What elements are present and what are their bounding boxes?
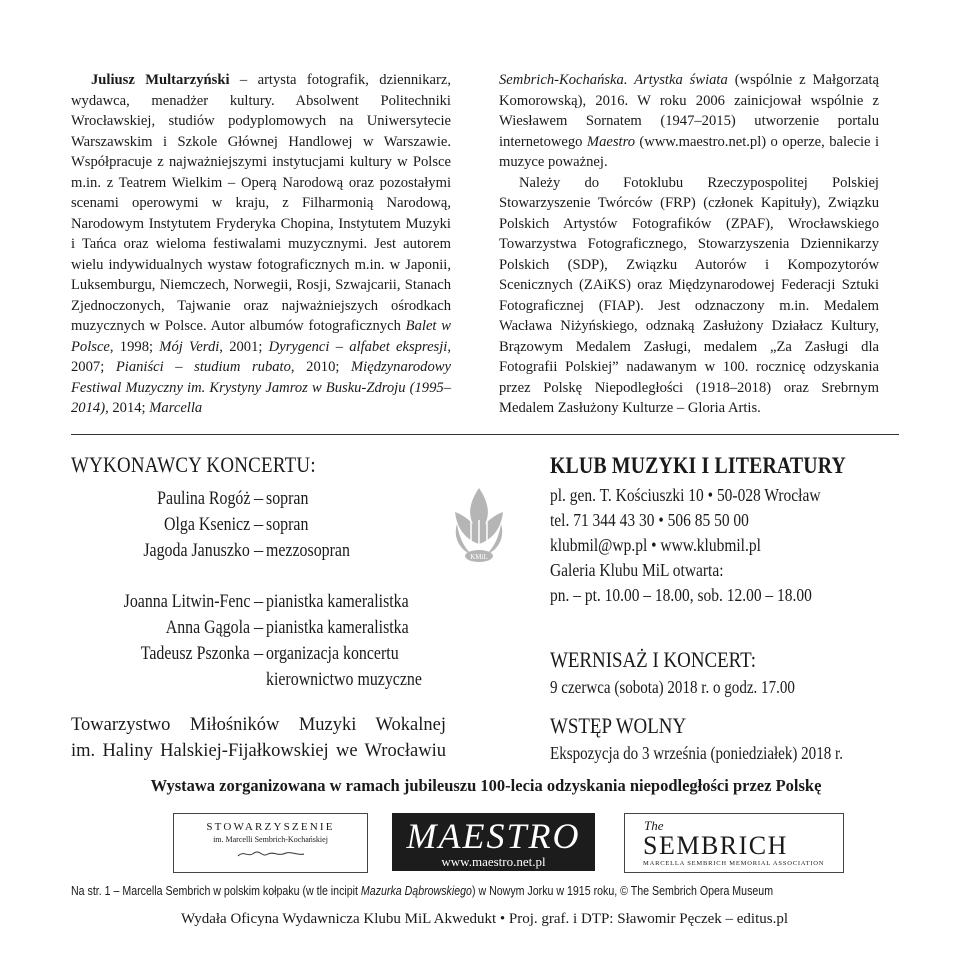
club-info bbox=[550, 453, 900, 608]
performer-dash: – bbox=[254, 618, 264, 638]
anniversary-banner: Wystawa zorganizowana w ramach jubileuszu 100-lecia odzyskania niepodległości przez Polskę bbox=[150, 776, 822, 795]
performer-dash: – bbox=[254, 592, 264, 612]
performer-role-extra: kierownictwo muzyczne bbox=[266, 670, 422, 690]
performer-name: Jagoda Januszko bbox=[143, 541, 250, 561]
bio-text-right-p2: Należy do Fotoklubu Rzeczypospolitej Polskiej Stowarzyszenie Twórców (FRP) (członek Kapituły), Związku Polskich Artystów Fotografików (ZPAF), Wrocławskiego Towarzystwa Fotograficznego, Stowarzyszenia Dziennikarzy Polskich (SDP), Związku Autorów i Kompozytorów Scenicznych (ZAiKS) oraz Międzynarodowej Federacji Sztuki Fotograficznej (FIAP). Jest odznaczony m.in. Medalem Wacława Niżyńskiego, odznaką Zasłużony Działacz Kultury, Brązowym Medalem Zasługi, medalem „Za Zasługi dla Fotografii Polskiej” nadawanym w 100. rocznicę odzyskania przez Polskę Niepodległości (1918–2018) oraz Srebrnym Medalem Zasłużony Kulturze – Gloria Artis. bbox=[499, 174, 879, 416]
performer-role: mezzosopran bbox=[266, 541, 350, 561]
performer-row bbox=[0, 489, 450, 515]
performer-role: pianistka kameralistka bbox=[266, 592, 409, 612]
free-entry: WSTĘP WOLNY bbox=[550, 713, 687, 738]
gallery-hours: pn. – pt. 10.00 – 18.00, sob. 12.00 – 18.00 bbox=[550, 585, 812, 605]
club-address: pl. gen. T. Kościuszki 10 • 50-028 Wrocław bbox=[550, 485, 821, 505]
performer-row bbox=[0, 592, 450, 618]
performer-dash: – bbox=[254, 515, 264, 535]
sembrich-logo: The SEMBRICH MARCELLA SEMBRICH MEMORIAL ASSOCIATION bbox=[624, 813, 844, 873]
performer-role: pianistka kameralistka bbox=[266, 618, 409, 638]
club-phone: tel. 71 344 43 30 • 506 85 50 00 bbox=[550, 510, 749, 530]
club-email-web[interactable]: klubmil@wp.pl • www.klubmil.pl bbox=[550, 535, 761, 555]
event-info bbox=[550, 645, 900, 765]
society-name: Towarzystwo Miłośników Muzyki Wokalnej im. Haliny Halskiej-Fijałkowskiej we Wrocławiu bbox=[71, 715, 446, 761]
bio-text-left: – artysta fotografik, dziennikarz, wydawca, menadżer kultury. Absolwent Politechniki Wrocławskiej, studiów podyplomowych na Uniwersytecie Warszawskim i Szkole Głównej Handlowej w Warszawie. Współpracuje z najważniejszymi instytucjami kultury w Polsce m.in. z Teatrem Wielkim – Operą Narodową oraz pozostałymi scenami operowymi w kraju, z Filharmonią Narodową, Narodowym Instytutem Fryderyka Chopina, Instytutem Muzyki i Tańca oraz wieloma festiwalami muzycznymi. Jest autorem wielu indywidualnych wystaw fotograficznych m.in. w Japonii, Luksemburgu, Niemczech, Norwegii, Rosji, Szwajcarii, Stanach Zjednoczonych, Tajwanie oraz najważniejszych ośrodkach muzycznych w Polsce. Autor albumów fotograficznych Balet w Polsce, 1998; Mój Verdi, 2001; Dyrygenci – alfabet ekspresji, 2007; Pianiści – studium rubato, 2010; Międzynarodowy Festiwal Muzyczny im. Krystyny Jamroz w Busku-Zdroju (1995–2014), 2014; Marcella bbox=[71, 72, 451, 416]
performer-name: Paulina Rogóż bbox=[156, 489, 250, 509]
performer-role: organizacja koncertu bbox=[266, 644, 399, 664]
performer-row bbox=[0, 644, 450, 670]
performer-row-extra bbox=[0, 670, 450, 696]
publisher-footer: Wydała Oficyna Wydawnicza Klubu MiL Akwedukt • Proj. graf. i DTP: Sławomir Pęczek – editus.pl bbox=[180, 911, 789, 927]
performer-name: Anna Gągola bbox=[165, 618, 250, 638]
performer-dash: – bbox=[254, 644, 264, 664]
performer-dash: – bbox=[254, 489, 264, 509]
gallery-hours-label: Galeria Klubu MiL otwarta: bbox=[550, 560, 724, 580]
performer-role: sopran bbox=[266, 489, 309, 509]
performer-dash: – bbox=[254, 541, 264, 561]
bio-text-right-p1: Sembrich-Kochańska. Artystka świata (wspólnie z Małgorzatą Komorowską), 2016. W roku 2006 zainicjował wspólnie z Wiesławem Sornatem (1947–2015) utworzenie portalu internetowego Maestro (www.maestro.net.pl) o operze, balecie i muzyce poważnej. bbox=[499, 72, 879, 170]
maestro-logo: MAESTRO www.maestro.net.pl bbox=[392, 813, 595, 871]
kmil-emblem-icon bbox=[449, 484, 509, 566]
performer-row bbox=[0, 541, 450, 567]
performer-name: Tadeusz Pszonka bbox=[141, 644, 250, 664]
performer-name: Olga Ksenicz bbox=[163, 515, 250, 535]
performers-title: WYKONAWCY KONCERTU: bbox=[71, 452, 316, 477]
club-name: KLUB MUZYKI I LITERATURY bbox=[550, 453, 846, 478]
performer-row bbox=[0, 618, 450, 644]
photo-caption: Na str. 1 – Marcella Sembrich w polskim kołpaku (w tle incipit Mazurka Dąbrowskiego) w Nowym Jorku w 1915 roku, © The Sembrich Opera Museum bbox=[71, 884, 774, 898]
bio-column-right bbox=[499, 70, 879, 419]
performer-name: Joanna Litwin-Fenc bbox=[123, 592, 250, 612]
performer-role: sopran bbox=[266, 515, 309, 535]
exposition-dates: Ekspozycja do 3 września (poniedziałek) 2018 r. bbox=[550, 743, 843, 763]
stowarzyszenie-logo: STOWARZYSZENIE im. Marcelli Sembrich-Kochańskiej bbox=[173, 813, 368, 873]
section-divider bbox=[71, 434, 899, 435]
bio-column-left bbox=[71, 70, 451, 419]
performer-row bbox=[0, 515, 450, 541]
event-date: 9 czerwca (sobota) 2018 r. o godz. 17.00 bbox=[550, 677, 795, 697]
event-title: WERNISAŻ I KONCERT: bbox=[550, 647, 757, 672]
signature-icon bbox=[236, 848, 306, 860]
bio-name: Juliusz Multarzyński bbox=[91, 72, 230, 88]
svg-text:KMiL: KMiL bbox=[470, 553, 488, 561]
